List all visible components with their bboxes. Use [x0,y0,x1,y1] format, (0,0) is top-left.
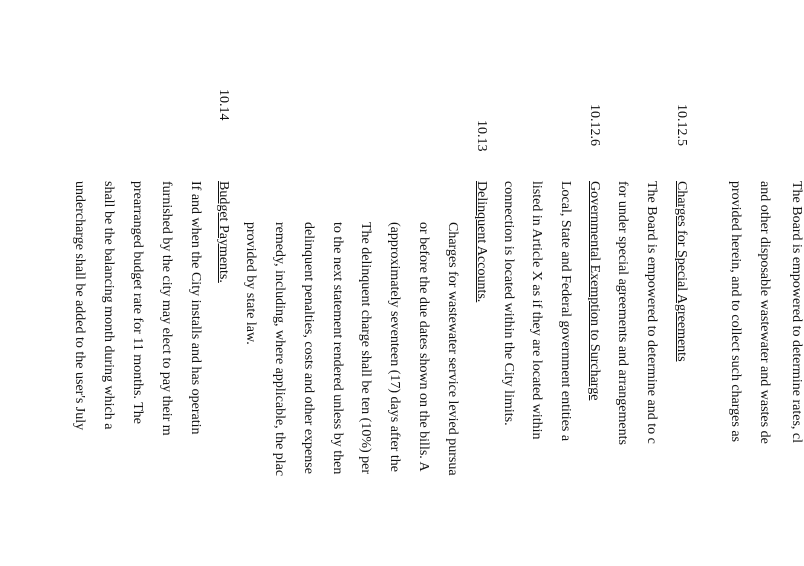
text-line: remedy, including, where applicable, the plac [272,222,287,477]
text-line: The delinquent charge shall be ten (10%) per [358,222,373,475]
text-line: undercharge shall be added to the user's July [72,181,87,431]
section-heading: Delinquent Accounts. [474,181,489,303]
text-line: provided by state law. [243,222,258,345]
text-line: delinquent penalties, costs and other expense [301,222,316,474]
section-number: 10.12.6 [587,104,602,146]
text-line: The Board is empowered to determine rates, cl [789,181,804,444]
text-line: Charges for wastewater service levied pursua [445,222,460,476]
text-line: and other disposable wastewater and wastes de [757,181,772,444]
text-line: listed in Article X as if they are located within [529,181,544,440]
section-heading: Governmental Exemption to Surcharge [587,181,602,401]
text-line: prearranged budget rate for 11 months. The [130,181,145,424]
text-line: or before the due dates shown on the bills. A [416,222,431,472]
section-number: 10.14 [216,89,231,121]
text-line: to the next statement rendered unless by then [330,222,345,475]
text-line: provided herein, and to collect such charges as [728,181,743,442]
text-line: shall be the balancing month during which a [101,181,116,430]
text-line: If and when the City installs and has operatin [188,181,203,435]
section-number: 10.13 [474,120,489,152]
text-line: The Board is empowered to determine and to c [644,181,659,444]
section-heading: Charges for Special Agreements [674,181,689,362]
text-line: connection is located within the City limits. [501,181,516,426]
text-line: for under special agreements and arrangements [615,181,630,445]
section-number: 10.12.5 [674,104,689,146]
text-line: Local, State and Federal government entities a [558,181,573,442]
section-heading: Budget Payments. [216,181,231,283]
text-line: (approximately seventeen (17) days after the [387,222,402,472]
text-line: furnished by the city may elect to pay their m [159,181,174,436]
